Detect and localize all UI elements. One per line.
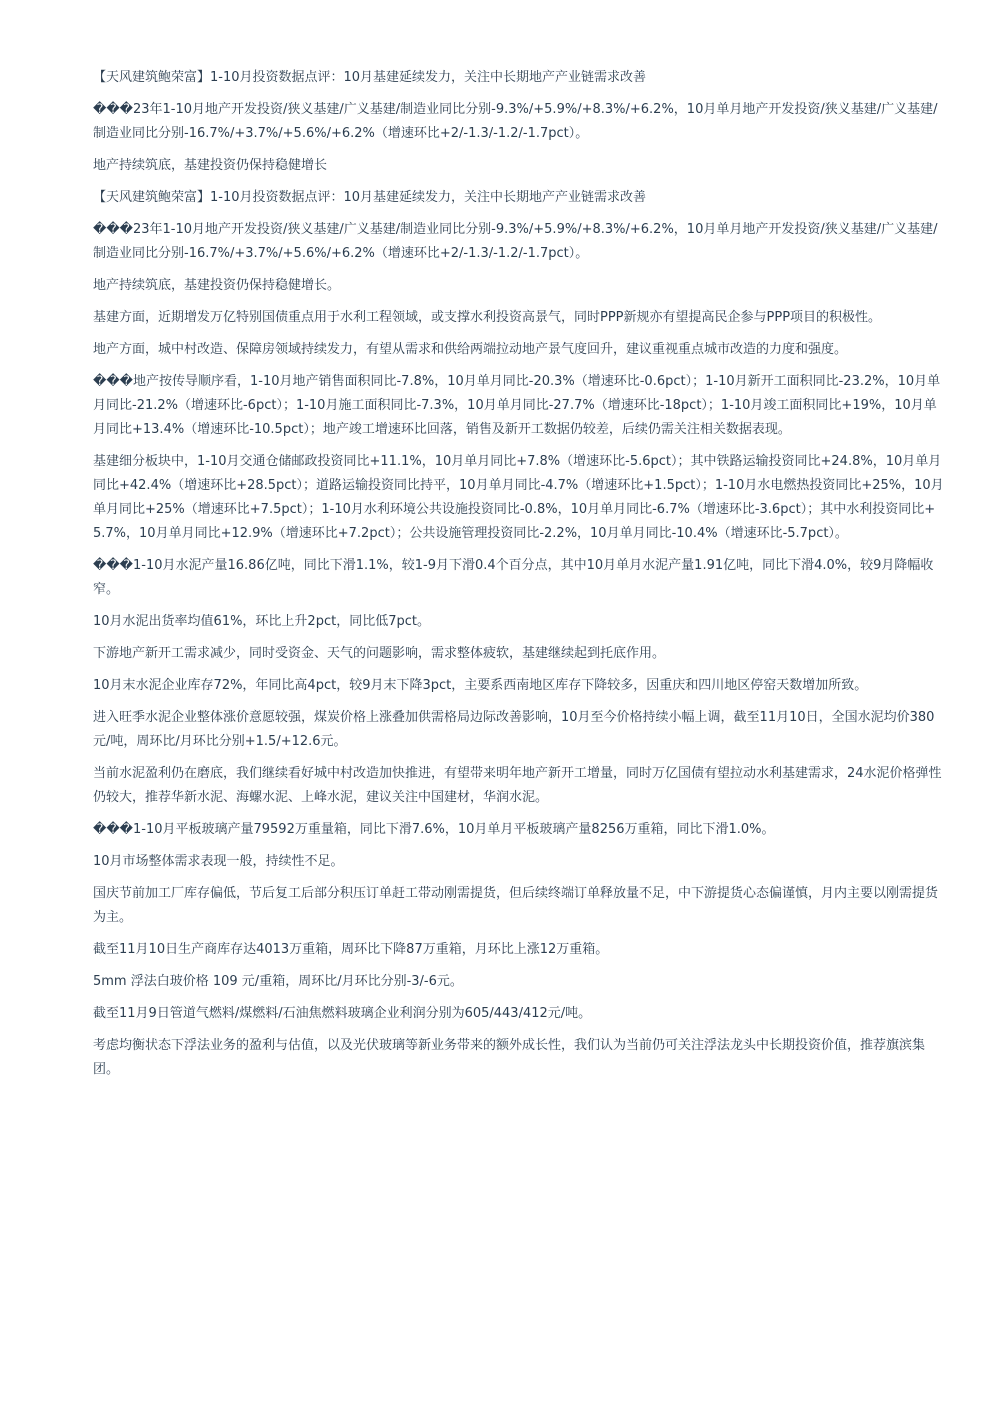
headline-paragraph: 【天风建筑鲍荣富】1-10月投资数据点评：10月基建延续发力，关注中长期地产产业链需求改善 [93,70,647,85]
cement-inventory-paragraph: 10月末水泥企业库存72%，年同比高4pct，较9月末下降3pct，主要系西南地区库存下降较多，因重庆和四川地区停窑天数增加所致。 [93,678,868,693]
glass-demand-paragraph: 10月市场整体需求表现一般，持续性不足。 [93,854,344,869]
glass-inventory-paragraph: 截至11月10日生产商库存达4013万重箱，周环比下降87万重箱，月环比上涨12万重箱。 [93,942,609,957]
demand-paragraph: 下游地产新开工需求减少，同时受资金、天气的问题影响，需求整体疲软，基建继续起到托底作用。 [93,646,666,661]
section-heading-paragraph-repeat: 地产持续筑底，基建投资仍保持稳健增长。 [93,278,341,293]
real-estate-paragraph: 地产方面，城中村改造、保障房领域持续发力，有望从需求和供给两端拉动地产景气度回升，建议重视重点城市改造的力度和强度。 [93,342,848,357]
infrastructure-paragraph: 基建方面，近期增发万亿特别国债重点用于水利工程领域，或支撑水利投资高景气，同时PPP新规亦有望提高民企参与PPP项目的积极性。 [93,310,882,325]
glass-output-paragraph: ���1-10月平板玻璃产量79592万重量箱，同比下滑7.6%，10月单月平板玻璃产量8256万重箱，同比下滑1.0%。 [93,822,775,837]
cement-output-paragraph: ���1-10月水泥产量16.86亿吨，同比下滑1.1%，较1-9月下滑0.4个百分点，其中10月单月水泥产量1.91亿吨，同比下滑4.0%，较9月降幅收窄。 [93,558,934,597]
real-estate-data-paragraph: ���地产按传导顺序看，1-10月地产销售面积同比-7.8%，10月单月同比-20.3%（增速环比-0.6pct）；1-10月新开工面积同比-23.2%，10月单月同比-21.2%（增速环比-6pct）；1-10月施工面积同比-7.3%，10月单月同比-27.7%（增速环比-18pct）；1-10月竣工面积同比+19%，10月单月同比+13.4%（增速环比-10.5pct）；地产竣工增速环比回落，销售及新开工数据仍较差，后续仍需关注相关数据表现。 [93,374,941,437]
investment-summary-paragraph-repeat: ���23年1-10月地产开发投资/狭义基建/广义基建/制造业同比分别-9.3%/+5.9%/+8.3%/+6.2%，10月单月地产开发投资/狭义基建/广义基建/制造业同比分别-16.7%/+3.7%/+5.6%/+6.2%（增速环比+2/-1.3/-1.2/-1.7pct）。 [93,222,938,261]
glass-orders-paragraph: 国庆节前加工厂库存偏低，节后复工后部分积压订单赶工带动刚需提货，但后续终端订单释放量不足，中下游提货心态偏谨慎，月内主要以刚需提货为主。 [93,886,939,925]
glass-profit-paragraph: 截至11月9日管道气燃料/煤燃料/石油焦燃料玻璃企业利润分别为605/443/412元/吨。 [93,1006,592,1021]
infrastructure-breakdown-paragraph: 基建细分板块中，1-10月交通仓储邮政投资同比+11.1%，10月单月同比+7.8%（增速环比-5.6pct）；其中铁路运输投资同比+24.8%，10月单月同比+42.4%（增速环比+28.5pct）；道路运输投资同比持平，10月单月同比-4.7%（增速环比+1.5pct）；1-10月水电燃热投资同比+25%，10月单月同比+25%（增速环比+7.5pct）；1-10月水利环境公共设施投资同比-0.8%，10月单月同比-6.7%（增速环比-3.6pct）；其中水利投资同比+5.7%，10月单月同比+12.9%（增速环比+7.2pct）；公共设施管理投资同比-2.2%，10月单月同比-10.4%（增速环比-5.7pct）。 [93,454,944,541]
investment-summary-paragraph: ���23年1-10月地产开发投资/狭义基建/广义基建/制造业同比分别-9.3%/+5.9%/+8.3%/+6.2%，10月单月地产开发投资/狭义基建/广义基建/制造业同比分别-16.7%/+3.7%/+5.6%/+6.2%（增速环比+2/-1.3/-1.2/-1.7pct）。 [93,102,938,141]
cement-recommendation-paragraph: 当前水泥盈利仍在磨底，我们继续看好城中村改造加快推进，有望带来明年地产新开工增量，同时万亿国债有望拉动水利基建需求，24水泥价格弹性仍较大，推荐华新水泥、海螺水泥、上峰水泥，建议关注中国建材，华润水泥。 [93,766,942,805]
headline-paragraph-repeat: 【天风建筑鲍荣富】1-10月投资数据点评：10月基建延续发力，关注中长期地产产业链需求改善 [93,190,647,205]
cement-shipment-paragraph: 10月水泥出货率均值61%，环比上升2pct，同比低7pct。 [93,614,430,629]
glass-price-paragraph: 5mm 浮法白玻价格 109 元/重箱，周环比/月环比分别-3/-6元。 [93,974,463,989]
section-heading-paragraph: 地产持续筑底，基建投资仍保持稳健增长 [93,158,328,173]
cement-price-paragraph: 进入旺季水泥企业整体涨价意愿较强，煤炭价格上涨叠加供需格局边际改善影响，10月至今价格持续小幅上调，截至11月10日，全国水泥均价380元/吨，周环比/月环比分别+1.5/+12.6元。 [93,710,935,749]
glass-recommendation-paragraph: 考虑均衡状态下浮法业务的盈利与估值，以及光伏玻璃等新业务带来的额外成长性，我们认为当前仍可关注浮法龙头中长期投资价值，推荐旗滨集团。 [93,1038,926,1077]
article-body [93,66,945,1090]
